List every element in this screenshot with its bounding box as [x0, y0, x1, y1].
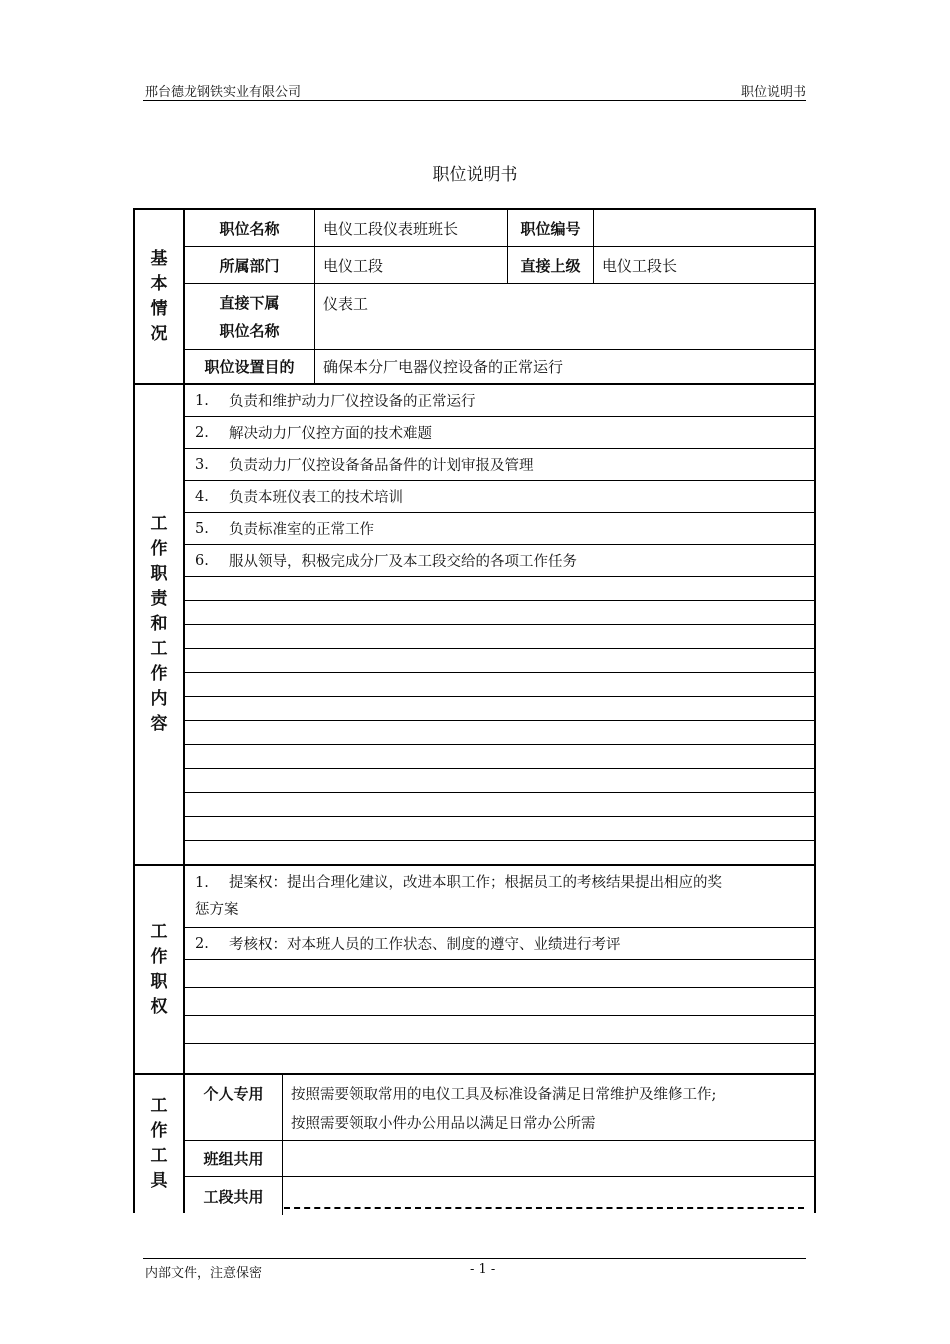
- authority-row-blank: [185, 960, 814, 988]
- duty-row-3: 3. 负责动力厂仪控设备备品备件的计划审报及管理: [185, 449, 814, 481]
- subordinate-value: 仪表工: [323, 295, 369, 313]
- header-doc-type: 职位说明书: [740, 85, 806, 100]
- authority-row-1: 1. 提案权：提出合理化建议，改进本职工作；根据员工的考核结果提出相应的奖 惩方案: [185, 866, 814, 928]
- subordinate-label: 直接下属 职位名称: [185, 284, 315, 349]
- header-company: 邢台德龙钢铁实业有限公司: [145, 85, 302, 100]
- page-number: - 1 -: [470, 1262, 496, 1277]
- duty-row-blank: [185, 721, 814, 745]
- authority-row-blank: [185, 1044, 814, 1073]
- position-code-label: 职位编号: [508, 210, 594, 246]
- row-purpose: [185, 350, 814, 383]
- authority-row-blank: [185, 988, 814, 1016]
- duties-label: 工 作 职 责 和 工 作 内 容: [135, 385, 185, 864]
- duty-row-blank: [185, 625, 814, 649]
- purpose-label: 职位设置目的: [185, 350, 315, 383]
- personal-tools-label: 个人专用: [185, 1075, 283, 1140]
- authority-section: [133, 864, 816, 1075]
- basic-info-label: 基 本 情 况: [135, 210, 185, 383]
- basic-info-section: [133, 208, 816, 385]
- duty-row-5: 5. 负责标准室的正常工作: [185, 513, 814, 545]
- duty-row-blank: [185, 673, 814, 697]
- authority-label: 工 作 职 权: [135, 866, 185, 1073]
- duties-section: [133, 383, 816, 866]
- table-bottom-dashed-rule: [284, 1207, 804, 1209]
- duty-row-blank: [185, 601, 814, 625]
- duty-row-blank: [185, 793, 814, 817]
- header-rule: [143, 100, 806, 101]
- document-title: 职位说明书: [432, 165, 518, 185]
- superior-value: 电仪工段长: [602, 256, 678, 275]
- team-tools-label: 班组共用: [185, 1141, 283, 1176]
- section-tools-label: 工段共用: [185, 1177, 283, 1215]
- department-label: 所属部门: [185, 247, 315, 283]
- duty-row-blank: [185, 817, 814, 841]
- duty-row-6: 6. 服从领导，积极完成分厂及本工段交给的各项工作任务: [185, 545, 814, 577]
- tools-row-personal: [185, 1075, 814, 1141]
- row-subordinate: [185, 284, 814, 350]
- tools-label: 工 作 工 具: [135, 1075, 185, 1213]
- tools-row-team: [185, 1141, 814, 1177]
- position-name-value: 电仪工段仪表班班长: [315, 210, 508, 246]
- duty-row-1: 1. 负责和维护动力厂仪控设备的正常运行: [185, 385, 814, 417]
- tools-row-section: [185, 1177, 814, 1215]
- footer-rule: [143, 1258, 806, 1259]
- tools-section: [133, 1073, 816, 1213]
- section-tools-value: [283, 1177, 814, 1215]
- row-department: [185, 247, 814, 284]
- position-name-label: 职位名称: [185, 210, 315, 246]
- duty-row-blank: [185, 841, 814, 864]
- superior-label: 直接上级: [508, 247, 594, 283]
- footer-note: 内部文件，注意保密: [145, 1266, 263, 1281]
- duty-row-blank: [185, 577, 814, 601]
- duty-row-2: 2. 解决动力厂仪控方面的技术难题: [185, 417, 814, 449]
- authority-row-blank: [185, 1016, 814, 1044]
- duty-row-4: 4. 负责本班仪表工的技术培训: [185, 481, 814, 513]
- position-code-value: [594, 210, 814, 246]
- purpose-value: 确保本分厂电器仪控设备的正常运行: [323, 358, 564, 376]
- duty-row-blank: [185, 649, 814, 673]
- department-value: 电仪工段: [315, 247, 508, 283]
- personal-tools-value: 按照需要领取常用的电仪工具及标准设备满足日常维护及维修工作; 按照需要领取小件办公用品以满足日常办公所需: [291, 1087, 717, 1132]
- duty-row-blank: [185, 769, 814, 793]
- duty-row-blank: [185, 697, 814, 721]
- team-tools-value: [283, 1141, 814, 1176]
- duty-row-blank: [185, 745, 814, 769]
- row-position-name: [185, 210, 814, 247]
- authority-row-2: 2. 考核权：对本班人员的工作状态、制度的遵守、业绩进行考评: [185, 928, 814, 960]
